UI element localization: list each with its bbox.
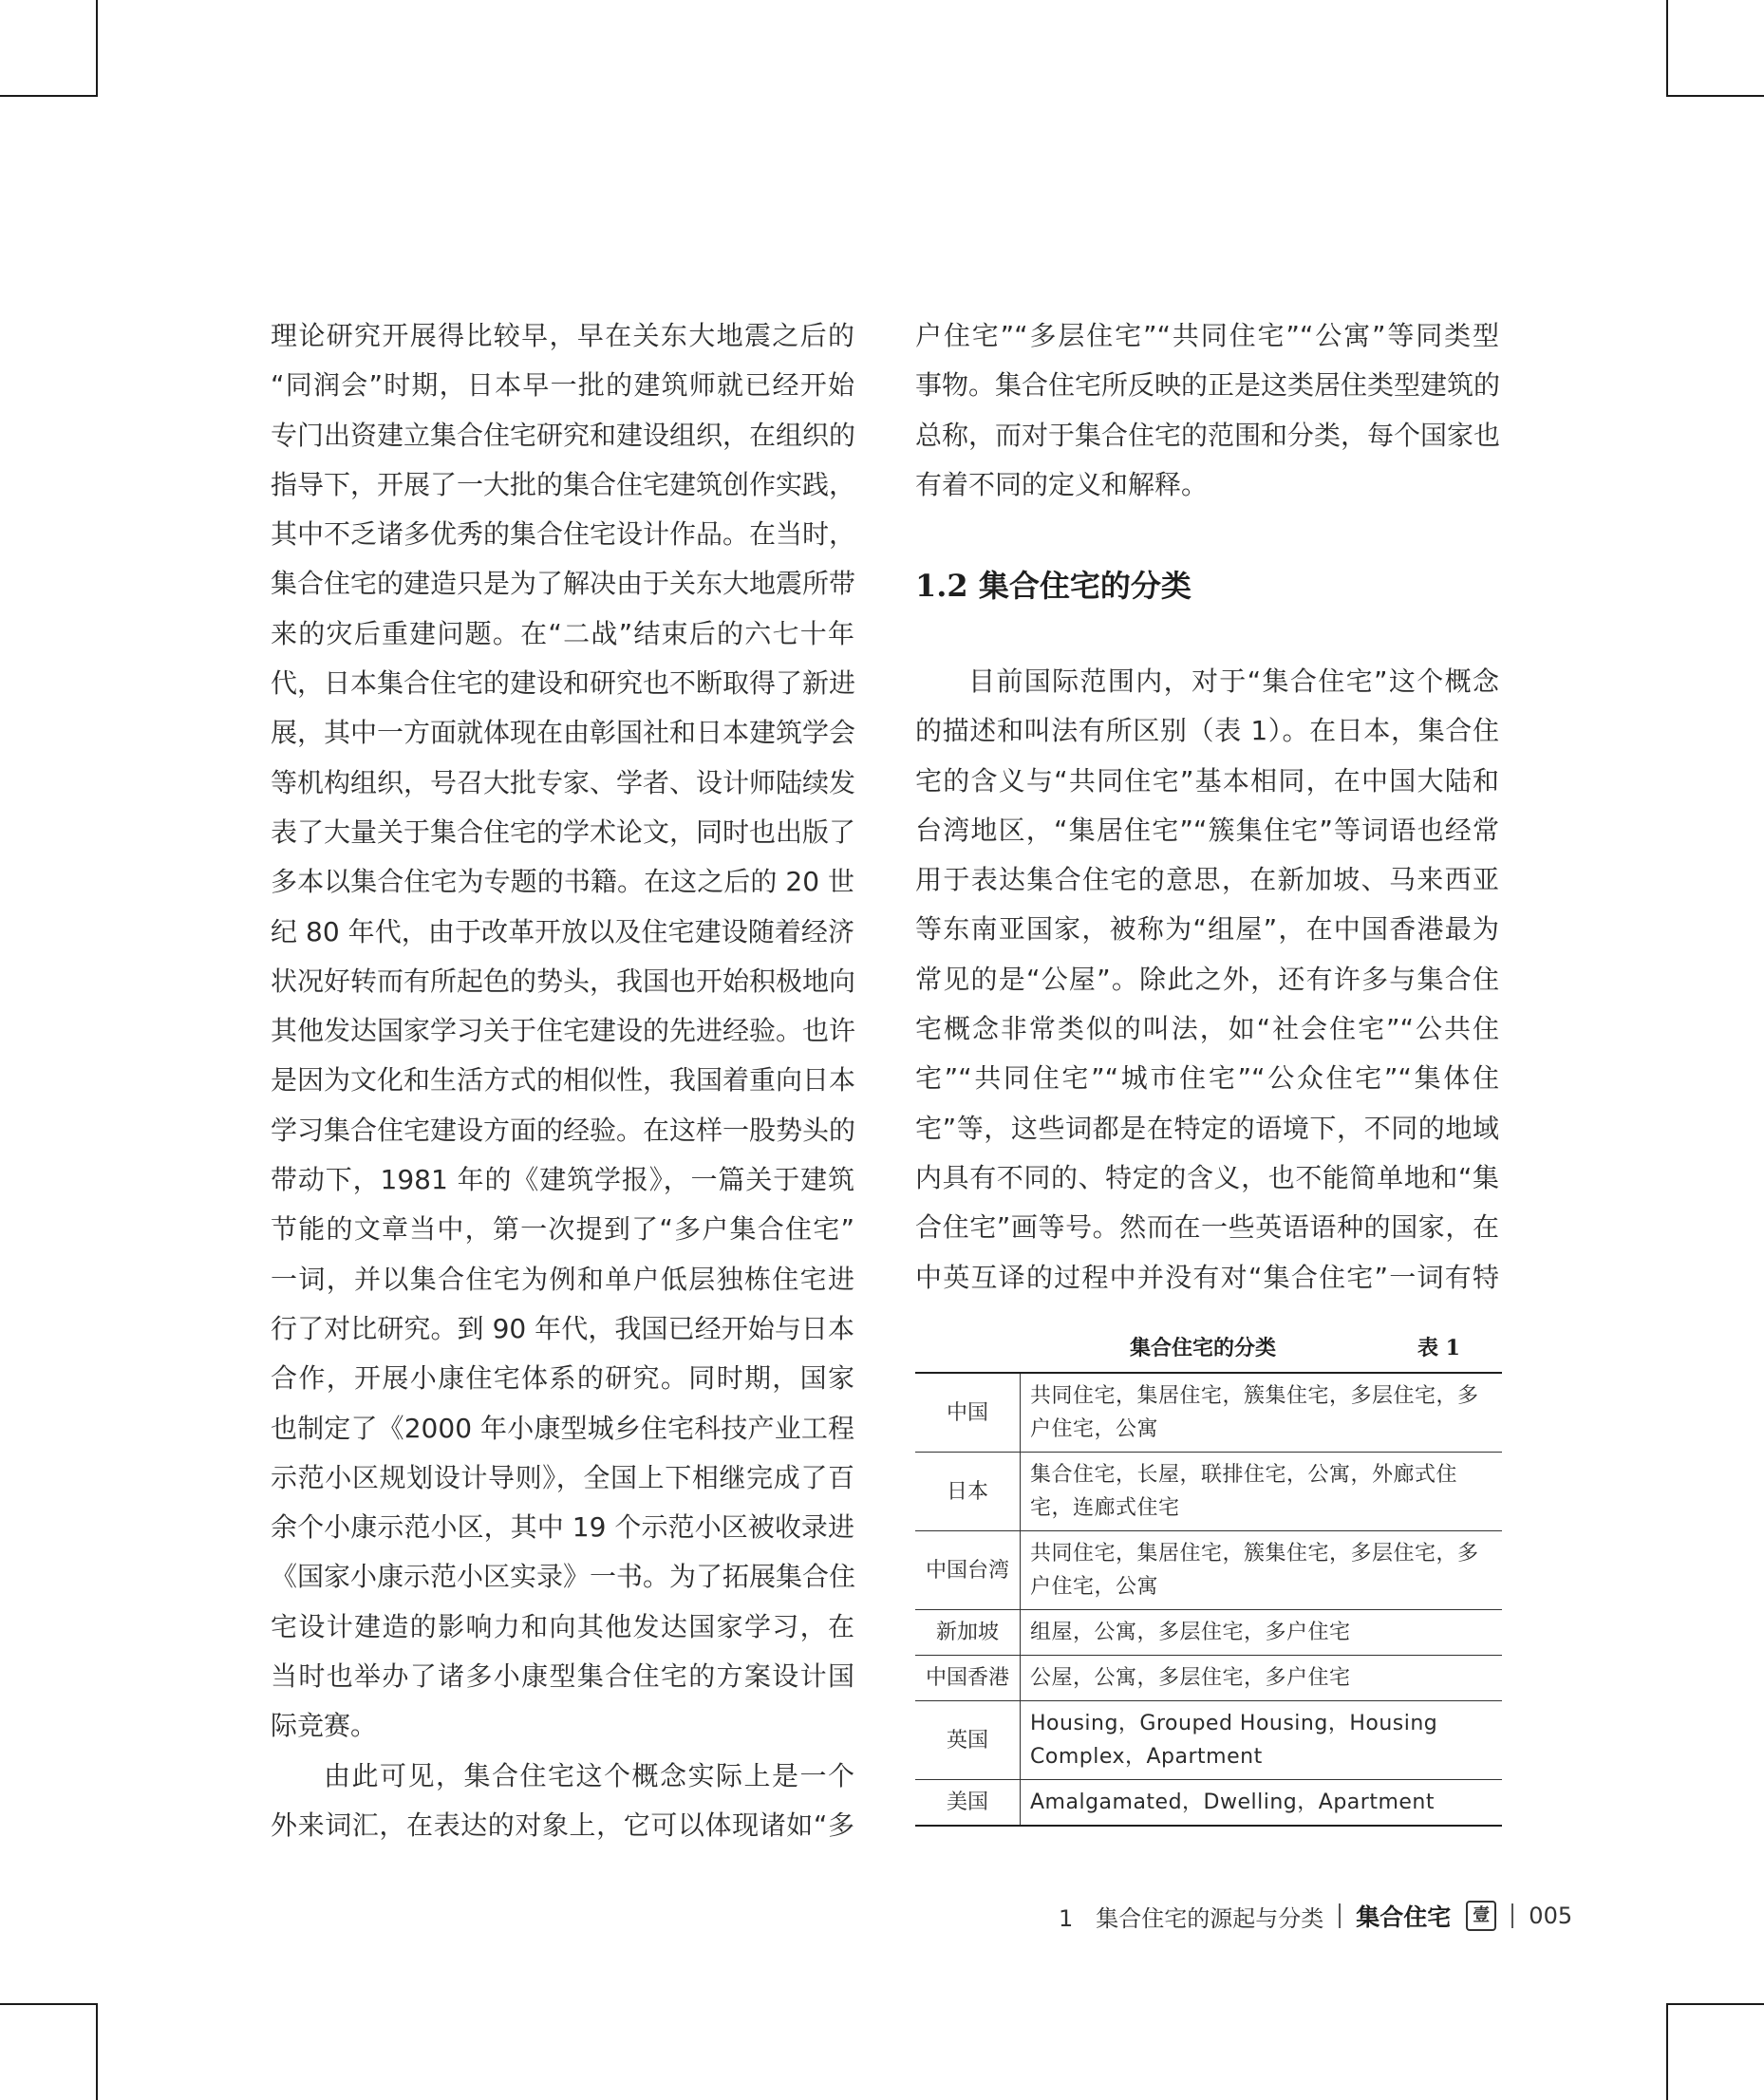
text-line: 宅概念非常类似的叫法，如“社会住宅”“公共住 [915,1013,1499,1045]
region-cell: 日本 [915,1453,1021,1531]
text-line: 学习集合住宅建设方面的经验。在这样一股势头的 [271,1114,856,1146]
classification-table [915,1372,1502,1827]
right-column-body [915,657,1499,1303]
crop-mark [1666,2003,1764,2005]
text-line: 当时也举办了诸多小康型集合住宅的方案设计国 [271,1660,854,1693]
crop-mark [1666,95,1764,97]
table-row [915,1780,1502,1827]
table-row [915,1373,1502,1453]
text-line: 理论研究开展得比较早，早在关东大地震之后的 [271,320,854,351]
table-row [915,1531,1502,1610]
text-line: 等东南亚国家，被称为“组屋”，在中国香港最为 [915,913,1499,946]
separator [1511,1903,1513,1928]
table-row [915,1610,1502,1656]
text-line: 一词，并以集合住宅为例和单户低层独栋住宅进 [271,1263,854,1295]
separator [1339,1903,1341,1928]
text-line: 来的灾后重建问题。在“二战”结束后的六七十年 [271,617,854,649]
region-cell: 中国 [915,1373,1021,1453]
section-heading [915,562,1192,606]
text-line: 合作，开展小康住宅体系的研究。同时期，国家 [271,1362,854,1395]
text-line: 宅”“共同住宅”“城市住宅”“公众住宅”“集体住 [915,1062,1499,1095]
text-line: 用于表达集合住宅的意思，在新加坡、马来西亚 [915,864,1499,896]
text-line: 由此可见，集合住宅这个概念实际上是一个 [324,1759,854,1791]
region-cell: 美国 [915,1780,1021,1827]
text-line: 宅”等，这些词都是在特定的语境下，不同的地域 [915,1112,1499,1144]
text-line: 合住宅”画等号。然而在一些英语语种的国家，在 [915,1211,1499,1244]
crop-mark [1666,0,1668,97]
text-line: 余个小康示范小区，其中 19 个示范小区被收录进 [271,1511,854,1544]
text-line: 常见的是“公屋”。除此之外，还有许多与集合住 [915,963,1499,995]
crop-mark [1666,2003,1668,2100]
text-line: 际竞赛。 [271,1710,378,1742]
terms-cell: 组屋，公寓，多层住宅，多户住宅 [1021,1610,1503,1656]
text-line: 《国家小康示范小区实录》一书。为了拓展集合住 [271,1561,856,1593]
text-line: “同润会”时期，日本早一批的建筑师就已经开始 [271,369,854,402]
terms-cell: 公屋，公寓，多层住宅，多户住宅 [1021,1656,1503,1701]
text-line: 也制定了《2000 年小康型城乡住宅科技产业工程 [271,1412,854,1444]
text-line: 带动下，1981 年的《建筑学报》，一篇关于建筑 [271,1164,854,1196]
text-line: 集合住宅的建造只是为了解决由于关东大地震所带 [271,568,856,600]
text-line: 总称，而对于集合住宅的范围和分类，每个国家也 [915,419,1501,451]
text-line: 纪 80 年代，由于改革开放以及住宅建设随着经济 [271,915,854,947]
text-line: 其他发达国家学习关于住宅建设的先进经验。也许 [271,1015,856,1047]
chapter-label: 1 集合住宅的源起与分类 [1059,1904,1324,1932]
crop-mark [96,2003,98,2100]
text-line: 专门出资建立集合住宅研究和建设组织，在组织的 [271,419,856,451]
terms-cell: 共同住宅，集居住宅，簇集住宅，多层住宅，多户住宅，公寓 [1021,1373,1503,1453]
text-line: 状况好转而有所起色的势头，我国也开始积极地向 [271,965,856,997]
text-line: 表了大量关于集合住宅的学术论文，同时也出版了 [271,816,856,848]
crop-mark [0,2003,98,2005]
text-line: 宅设计建造的影响力和向其他发达国家学习，在 [271,1610,854,1642]
text-line: 多本以集合住宅为专题的书籍。在这之后的 20 世 [271,866,854,898]
right-column-intro [915,311,1499,510]
text-line: 户住宅”“多层住宅”“共同住宅”“公寓”等同类型 [915,320,1499,351]
table-row [915,1656,1502,1701]
text-line: 中英互译的过程中并没有对“集合住宅”一词有特 [915,1261,1499,1293]
table-title: 集合住宅的分类 [1130,1337,1277,1360]
terms-cell: 集合住宅，长屋，联排住宅，公寓，外廊式住宅，连廊式住宅 [1021,1453,1503,1531]
text-line: 指导下，开展了一大批的集合住宅建筑创作实践， [271,468,856,500]
text-line: 是因为文化和生活方式的相似性，我国着重向日本 [271,1064,856,1097]
crop-mark [96,0,98,97]
book-title: 集合住宅 [1356,1903,1452,1931]
text-line: 示范小区规划设计导则》，全国上下相继完成了百 [271,1461,854,1493]
crop-mark [0,95,98,97]
text-line: 外来词汇，在表达的对象上，它可以体现诸如“多 [271,1809,854,1841]
text-line: 目前国际范围内，对于“集合住宅”这个概念 [968,666,1499,697]
section-number: 1.2 [915,568,968,604]
terms-cell: 共同住宅，集居住宅，簇集住宅，多层住宅，多户住宅，公寓 [1021,1531,1503,1610]
volume-mark: 壹 [1466,1901,1496,1931]
text-line: 内具有不同的、特定的含义，也不能简单地和“集 [915,1161,1499,1193]
text-line: 节能的文章当中，第一次提到了“多户集合住宅” [271,1213,854,1246]
text-line: 宅的含义与“共同住宅”基本相同，在中国大陆和 [915,764,1499,797]
table-row [915,1701,1502,1780]
text-line: 台湾地区，“集居住宅”“簇集住宅”等词语也经常 [915,814,1499,846]
text-line: 代，日本集合住宅的建设和研究也不断取得了新进 [271,667,856,700]
table-number: 表 1 [1417,1336,1460,1360]
region-cell: 中国香港 [915,1656,1021,1701]
text-line: 行了对比研究。到 90 年代，我国已经开始与日本 [271,1312,854,1344]
running-footer [1059,1899,1572,1933]
text-line: 等机构组织，号召大批专家、学者、设计师陆续发 [271,766,856,798]
table-row [915,1453,1502,1531]
region-cell: 英国 [915,1701,1021,1780]
text-line: 有着不同的定义和解释。 [915,468,1209,500]
text-line: 事物。集合住宅所反映的正是这类居住类型建筑的 [915,369,1501,402]
page-number: 005 [1529,1903,1573,1929]
text-line: 的描述和叫法有所区别（表 1）。在日本，集合住 [915,715,1499,747]
section-title: 集合住宅的分类 [978,568,1192,604]
region-cell: 新加坡 [915,1610,1021,1656]
left-column [271,311,854,1850]
text-line: 其中不乏诸多优秀的集合住宅设计作品。在当时， [271,518,856,551]
terms-cell: Amalgamated，Dwelling，Apartment [1021,1780,1503,1827]
terms-cell: Housing，Grouped Housing，Housing Complex，Apartment [1021,1701,1503,1780]
text-line: 展，其中一方面就体现在由彰国社和日本建筑学会 [271,717,856,749]
region-cell: 中国台湾 [915,1531,1021,1610]
